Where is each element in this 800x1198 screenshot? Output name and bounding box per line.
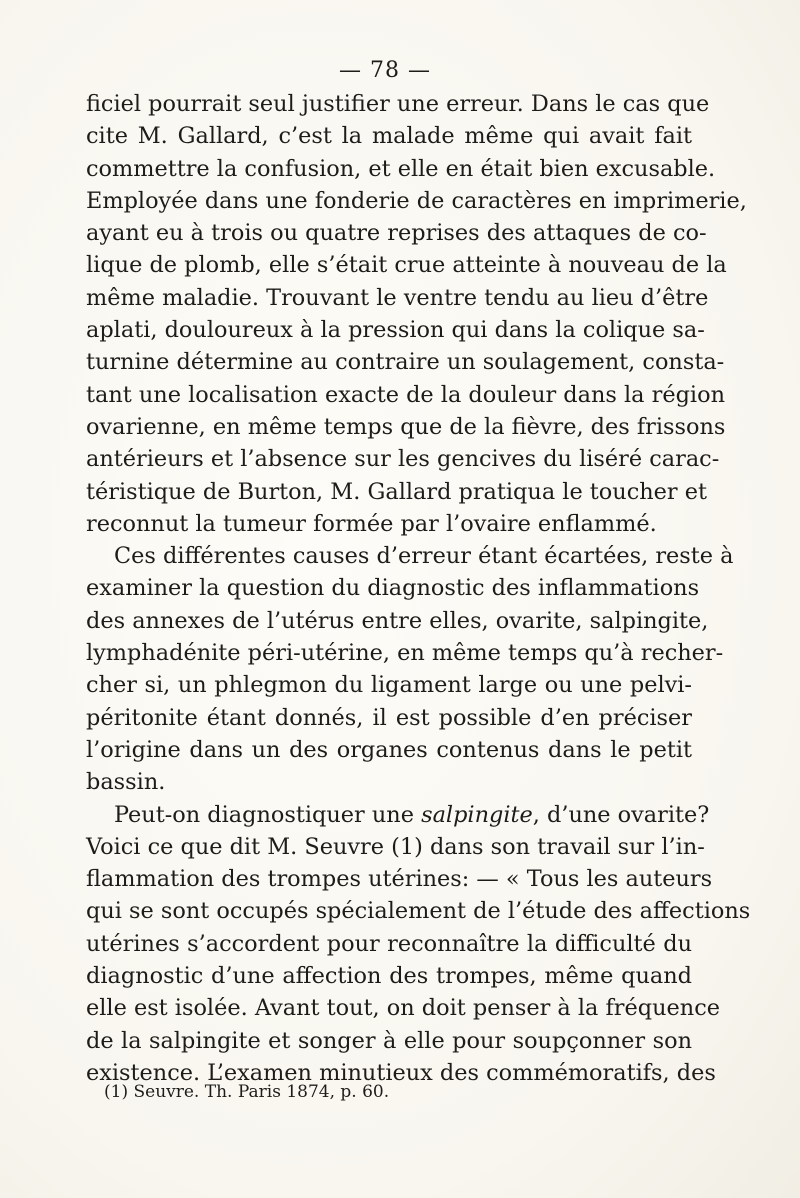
text-line: examiner la question du diagnostic des inflammations xyxy=(86,575,700,602)
text-line: elle est isolée. Avant tout, on doit penser à la fréquence xyxy=(86,995,720,1022)
text-line: Voici ce que dit M. Seuvre (1) dans son travail sur l’in- xyxy=(86,833,705,860)
text-segment: Peut-on diagnostiquer une xyxy=(114,801,414,828)
text-line: cite M. Gallard, c’est la malade même qui avait fait xyxy=(86,123,692,150)
text-line: diagnostic d’une affection des trompes, même quand xyxy=(86,963,692,990)
text-line: téristique de Burton, M. Gallard pratiqua le toucher et xyxy=(86,478,707,505)
text-line: qui se sont occupés spécialement de l’étude des affections xyxy=(86,898,751,925)
body-text xyxy=(86,88,751,1089)
text-line: Ces différentes causes d’erreur étant écartées, reste à xyxy=(114,543,734,570)
text-line: cher si, un phlegmon du ligament large ou une pelvi- xyxy=(86,672,692,699)
text-line: turnine détermine au contraire un soulagement, consta- xyxy=(86,349,725,376)
text-segment: , d’une ovarite? xyxy=(532,801,710,828)
text-line: bassin. xyxy=(86,769,166,796)
text-line-with-italic xyxy=(86,799,710,831)
text-line: l’origine dans un des organes contenus dans le petit xyxy=(86,736,692,763)
text-line: flammation des trompes utérines: — « Tous les auteurs xyxy=(86,866,713,893)
text-line: commettre la confusion, et elle en était bien excusable. xyxy=(86,155,716,182)
text-line: tant une localisation exacte de la douleur dans la région xyxy=(86,381,725,408)
text-line: même maladie. Trouvant le ventre tendu au lieu d’être xyxy=(86,284,709,311)
text-line: péritonite étant donnés, il est possible d’en préciser xyxy=(86,704,692,731)
text-line: de la salpingite et songer à elle pour soupçonner son xyxy=(86,1027,692,1054)
italic-term: salpingite xyxy=(421,801,533,828)
page-number: — 78 — xyxy=(339,58,431,83)
text-line: ficiel pourrait seul justifier une erreur. Dans le cas que xyxy=(86,91,710,117)
footnote: (1) Seuvre. Th. Paris 1874, p. 60. xyxy=(104,1082,390,1102)
text-line: existence. L’examen minutieux des commémoratifs, des xyxy=(86,1059,716,1086)
text-line: des annexes de l’utérus entre elles, ovarite, salpingite, xyxy=(86,607,709,634)
text-line: utérines s’accordent pour reconnaître la difficulté du xyxy=(86,930,692,957)
text-line: lique de plomb, elle s’était crue atteinte à nouveau de la xyxy=(86,252,727,279)
text-line: aplati, douloureux à la pression qui dans la colique sa- xyxy=(86,317,705,344)
text-line: reconnut la tumeur formée par l’ovaire enflammé. xyxy=(86,510,657,537)
text-line: Employée dans une fonderie de caractères en imprimerie, xyxy=(86,187,747,214)
text-line: ayant eu à trois ou quatre reprises des attaques de co- xyxy=(86,220,707,247)
text-line: ovarienne, en même temps que de la fièvre, des frissons xyxy=(86,413,726,440)
text-line: antérieurs et l’absence sur les gencives du liséré carac- xyxy=(86,446,720,473)
text-line: lymphadénite péri-utérine, en même temps qu’à recher- xyxy=(86,640,724,667)
